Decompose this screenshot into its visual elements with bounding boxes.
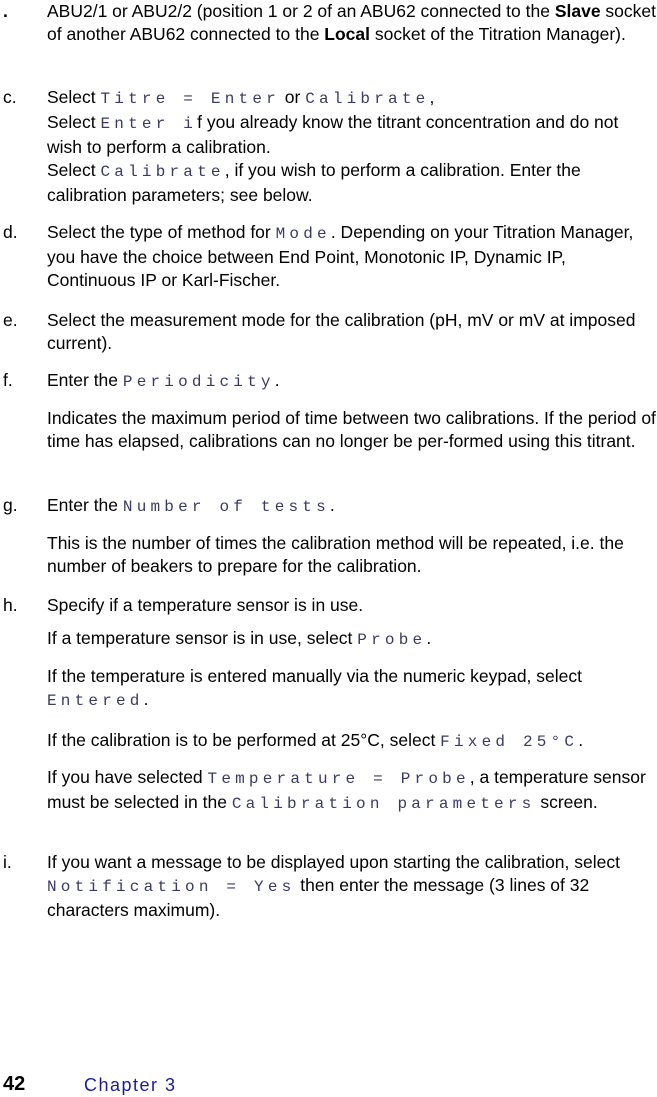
list-item-text: Select the measurement mode for the calibration (pH, mV or mV at imposed current).	[47, 310, 636, 353]
option-number-of-tests: Number of tests	[122, 498, 330, 516]
option-notification-yes: Notification = Yes	[47, 878, 296, 896]
list-item-text: ABU2/1 or ABU2/2 (position 1 or 2 of an ABU62 connected to the Slave socket of another ABU62 connected to the Local socket of the Titration Manager).	[47, 1, 657, 44]
list-item-text	[47, 86, 657, 207]
list-item-text: Enter the Periodicity.	[47, 370, 280, 391]
list-marker: f.	[3, 370, 13, 390]
list-marker: c.	[3, 87, 17, 107]
fixed-temperature-note: If the calibration is to be performed at 25°C, select Fixed 25°C.	[47, 730, 584, 751]
list-marker: i.	[3, 852, 12, 872]
option-calibrate: Calibrate	[100, 163, 225, 181]
option-titre-enter: Titre = Enter	[100, 90, 280, 108]
slave-socket-term: Slave	[554, 1, 601, 21]
local-socket-term: Local	[324, 24, 371, 44]
select-line-2: Select Enter if you already know the titrant concentration and do not wish to perform a calibration.	[47, 112, 619, 157]
list-item-text: Select the type of method for Mode. Depending on your Titration Manager, you have the choice between End Point, Monotonic IP, Dynamic IP, Continuous IP or Karl-Fischer.	[47, 222, 634, 290]
option-periodicity: Periodicity	[122, 373, 275, 391]
temperature-probe-note: If you have selected Temperature = Probe, a temperature sensor must be selected in the Calibration parameters screen.	[47, 767, 646, 813]
probe-note: If a temperature sensor is in use, select Probe.	[47, 628, 432, 649]
page-footer	[0, 1073, 657, 1097]
select-line-1: Select Titre = Enter or Calibrate,	[47, 87, 435, 108]
option-probe: Probe	[357, 631, 427, 649]
list-marker: h.	[3, 595, 18, 615]
number-of-tests-note: This is the number of times the calibration method will be repeated, i.e. the number of beakers to prepare for the calibration.	[47, 533, 624, 576]
page-number: 42	[3, 1073, 26, 1095]
list-marker: e.	[3, 310, 18, 330]
list-marker: d.	[3, 222, 18, 242]
option-calibrate: Calibrate	[305, 90, 430, 108]
select-line-3: Select Calibrate, if you wish to perform a calibration. Enter the calibration parameters; see below.	[47, 160, 581, 205]
calibration-parameters-screen: Calibration parameters	[231, 795, 536, 813]
list-item-text: Specify if a temperature sensor is in use.	[47, 595, 364, 615]
list-item-text: Enter the Number of tests.	[47, 495, 335, 516]
chapter-label: Chapter 3	[84, 1075, 177, 1095]
option-mode: Mode	[275, 225, 331, 243]
entered-note: If the temperature is entered manually via the numeric keypad, select Entered.	[47, 666, 582, 710]
option-entered: Entered	[47, 692, 144, 710]
list-marker: .	[3, 1, 8, 21]
option-enter: Enter i	[100, 115, 198, 133]
option-temperature-probe: Temperature = Probe	[207, 770, 470, 788]
list-item-text: If you want a message to be displayed upon starting the calibration, select Notification = Yes then enter the message (3 lines of 32 characters maximum).	[47, 852, 620, 920]
periodicity-note: Indicates the maximum period of time between two calibrations. If the period of time has elapsed, calibrations can no longer be per-formed using this titrant.	[47, 408, 656, 451]
list-marker: g.	[3, 495, 18, 515]
option-fixed-25c: Fixed 25°C	[440, 733, 579, 751]
